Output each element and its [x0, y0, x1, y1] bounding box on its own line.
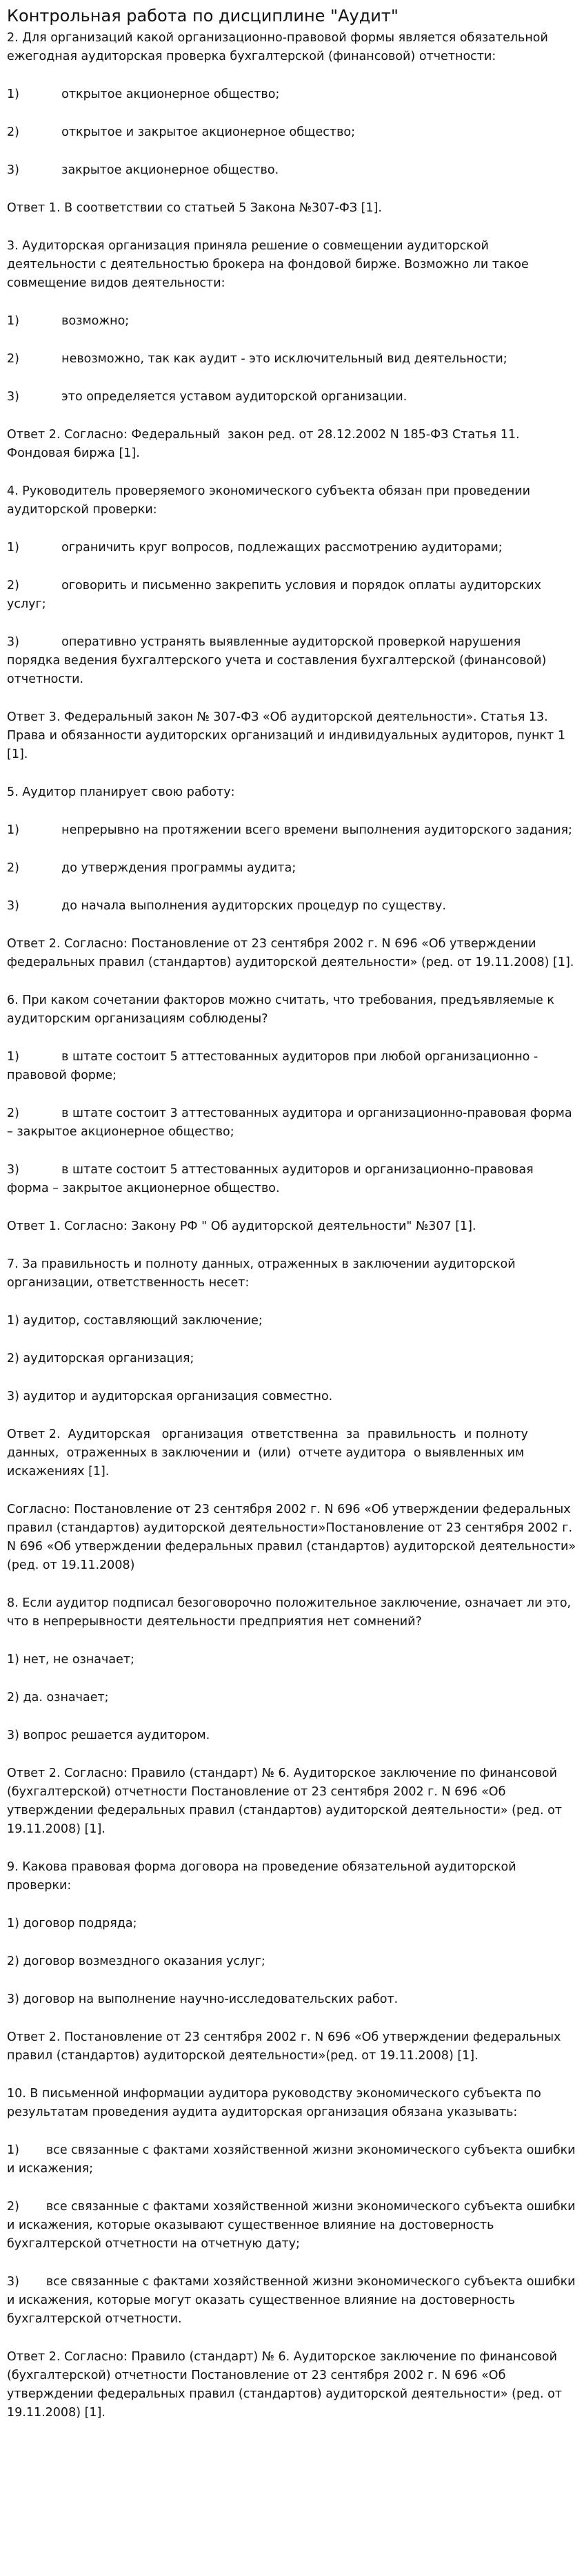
- paragraph: 1) договор подряда;: [7, 1917, 137, 1930]
- paragraph: 3) оперативно устранять выявленные аудиторской проверкой нарушения порядка ведения бухгалтерского учета и составления бухгалтерской (финансовой) отчетности.: [7, 635, 550, 686]
- paragraph: 3) закрытое акционерное общество.: [7, 163, 279, 177]
- paragraph: 2) в штате состоит 3 аттестованных аудитора и организационно-правовая форма – закрытое акционерное общество;: [7, 1106, 576, 1139]
- paragraph: 3) аудитор и аудиторская организация совместно.: [7, 1390, 333, 1403]
- paragraph: 2) открытое и закрытое акционерное общество;: [7, 125, 356, 139]
- paragraph: 1) ограничить круг вопросов, подлежащих рассмотрению аудиторами;: [7, 541, 503, 555]
- paragraph: 7. За правильность и полноту данных, отраженных в заключении аудиторской организации, ответственность несет:: [7, 1257, 520, 1290]
- paragraph: 2. Для организаций какой организационно-правовой формы является обязательной ежегодная аудиторская проверка бухгалтерской (финансовой) отчетности:: [7, 31, 552, 63]
- paragraph: Согласно: Постановление от 23 сентября 2002 г. N 696 «Об утверждении федеральных правил (стандартов) аудиторской деятельности»Постановление от 23 сентября 2002 г. N 696 «Об утверждении федеральных правил (стандартов) аудиторской деятельности» (ред. от 19.11.2008): [7, 1503, 580, 1572]
- paragraph: 6. При каком сочетании факторов можно считать, что требования, предъявляемые к аудиторским организациям соблюдены?: [7, 993, 558, 1026]
- paragraph: Ответ 2. Согласно: Федеральный закон ред. от 28.12.2002 N 185-ФЗ Статья 11. Фондовая биржа [1].: [7, 428, 524, 460]
- paragraph: 4. Руководитель проверяемого экономического субъекта обязан при проведении аудиторской проверки:: [7, 484, 534, 517]
- paragraph: 2) аудиторская организация;: [7, 1352, 194, 1366]
- paragraph: 2) договор возмездного оказания услуг;: [7, 1955, 265, 1968]
- paragraph: 3) до начала выполнения аудиторских процедур по существу.: [7, 899, 446, 913]
- paragraph: 2) все связанные с фактами хозяйственной жизни экономического субъекта ошибки и искажения, которые оказывают существенное влияние на достоверность бухгалтерской отчетности на отчетную дату;: [7, 2200, 580, 2251]
- paragraph: 1) аудитор, составляющий заключение;: [7, 1314, 263, 1328]
- paragraph: 1) непрерывно на протяжении всего времени выполнения аудиторского задания;: [7, 823, 572, 837]
- paragraph: 3. Аудиторская организация приняла решение о совмещении аудиторской деятельности с деятельностью брокера на фондовой бирже. Возможно ли такое совмещение видов деятельности:: [7, 239, 533, 290]
- paragraph: Ответ 2. Согласно: Правило (стандарт) № 6. Аудиторское заключение по финансовой (бухгалтерской) отчетности Постановление от 23 сентября 2002 г. N 696 «Об утверждении федеральных правил (стандартов) аудиторской деятельности» (ред. от 19.11.2008) [1].: [7, 1766, 566, 1836]
- paragraph: Ответ 2. Согласно: Правило (стандарт) № 6. Аудиторское заключение по финансовой (бухгалтерской) отчетности Постановление от 23 сентября 2002 г. N 696 «Об утверждении федеральных правил (стандартов) аудиторской деятельности» (ред. от 19.11.2008) [1].: [7, 2350, 566, 2420]
- paragraph: 1) открытое акционерное общество;: [7, 87, 280, 101]
- document-body: [7, 29, 580, 2422]
- document-title: Контрольная работа по дисциплине "Аудит": [7, 6, 399, 25]
- paragraph: 3) это определяется уставом аудиторской организации.: [7, 390, 407, 404]
- paragraph: 1) в штате состоит 5 аттестованных аудиторов при любой организационно - правовой форме;: [7, 1050, 542, 1082]
- paragraph: 9. Какова правовая форма договора на проведение обязательной аудиторской проверки:: [7, 1860, 521, 1893]
- paragraph: Ответ 2. Согласно: Постановление от 23 сентября 2002 г. N 696 «Об утверждении федеральных правил (стандартов) аудиторской деятельности» (ред. от 19.11.2008) [1].: [7, 937, 574, 969]
- paragraph: 2) невозможно, так как аудит - это исключительный вид деятельности;: [7, 352, 507, 366]
- paragraph: 3) договор на выполнение научно-исследовательских работ.: [7, 1992, 399, 2006]
- paragraph: Ответ 2. Постановление от 23 сентября 2002 г. N 696 «Об утверждении федеральных правил (стандартов) аудиторской деятельности»(ред. от 19.11.2008) [1].: [7, 2030, 565, 2063]
- paragraph: 3) все связанные с фактами хозяйственной жизни экономического субъекта ошибки и искажения, которые могут оказать существенное влияние на достоверность бухгалтерской отчетности.: [7, 2275, 580, 2326]
- paragraph: 2) оговорить и письменно закрепить условия и порядок оплаты аудиторских услуг;: [7, 579, 545, 611]
- paragraph: Ответ 1. Согласно: Закону РФ " Об аудиторской деятельности" №307 [1].: [7, 1219, 476, 1233]
- paragraph: 1) все связанные с фактами хозяйственной жизни экономического субъекта ошибки и искажения;: [7, 2143, 580, 2176]
- paragraph: Ответ 3. Федеральный закон № 307-ФЗ «Об аудиторской деятельности». Статья 13. Права и обязанности аудиторских организаций и индивидуальных аудиторов, пункт 1 [1].: [7, 710, 570, 761]
- paragraph: 3) в штате состоит 5 аттестованных аудиторов и организационно-правовая форма – закрытое акционерное общество.: [7, 1163, 538, 1195]
- paragraph: 2) да. означает;: [7, 1691, 109, 1704]
- paragraph: 10. В письменной информации аудитора руководству экономического субъекта по результатам проведения аудита аудиторская организация обязана указывать:: [7, 2087, 545, 2119]
- paragraph: 1) нет, не означает;: [7, 1653, 134, 1667]
- paragraph: 5. Аудитор планирует свою работу:: [7, 785, 235, 799]
- paragraph: Ответ 2. Аудиторская организация ответственна за правильность и полноту данных, отраженных в заключении и (или) отчете аудитора о выявленных им искажениях [1].: [7, 1428, 532, 1478]
- paragraph: 2) до утверждения программы аудита;: [7, 861, 296, 875]
- paragraph: 1) возможно;: [7, 314, 130, 328]
- paragraph: 3) вопрос решается аудитором.: [7, 1729, 210, 1742]
- paragraph: 8. Если аудитор подписал безоговорочно положительное заключение, означает ли это, что в непрерывности деятельности предприятия нет сомнений?: [7, 1596, 575, 1629]
- paragraph: Ответ 1. В соответствии со статьей 5 Закона №307-ФЗ [1].: [7, 201, 382, 215]
